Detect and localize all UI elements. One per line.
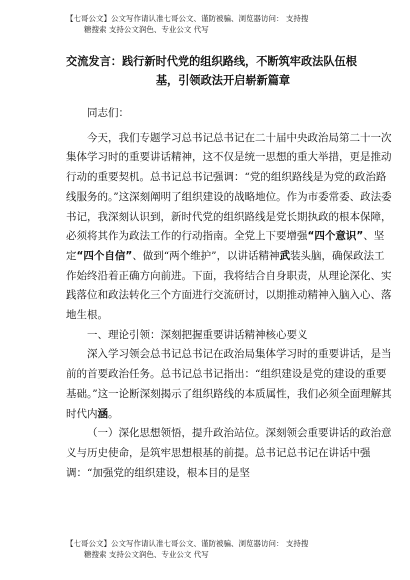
p1-bold-1: “四个意识” <box>307 230 364 243</box>
p1-text-c2: 、做到“两个维护” <box>132 249 217 262</box>
title-line-1: 交流发言：践行新时代党的组织路线，不断筑牢政法队伍根 <box>66 55 357 68</box>
p2-bold: 涵 <box>97 407 108 420</box>
header-line-1: 【七哥公文】公文写作请认准七哥公文、谨防被骗、浏览器访问： 支持搜 <box>66 14 309 23</box>
p2-text-a: 深入学习领会总书记总书记在政治局集体学习时的重要讲话，是当前的首要政治任务。总书记总书记指出：“组织建设是党的建设的重要基础。”这一论断深刻揭示了组织路线的本质属性，我们必须全面理解其时代内 <box>66 348 392 420</box>
p1-bold-2: “四个自信” <box>76 249 133 262</box>
p1-bold-3: 武 <box>279 249 291 262</box>
page-header-watermark <box>66 13 388 35</box>
footer-line-2: 糖搜索 支持公文润色、专业公文 代写 <box>84 550 209 559</box>
p1-text-a: 今天，我们专题学习总书记总书记在二十届中央政治局第二十一次集体学习时的重要讲话精神，这不仅是统一思想的重大举措，更是推动行动的重要契机。总书记总书记强调：“党的组织路线是为党的政治路线服务的。”这深刻阐明了组织建设的战略地位。作为市委常委、政法委书记，我深刻认识到，新时代党的组织路线是党长期执政的根本保障，必须将其作为政法工作的行动指南。全党上下要增强 <box>66 131 392 243</box>
header-line-2: 糖搜索 支持公文润色、专业公文 代写 <box>84 25 209 34</box>
title-line-2: 基，引领政法开启崭新篇章 <box>155 74 291 87</box>
p2-text-c: 。 <box>108 407 119 420</box>
p1-text-d: ，以讲话精神 <box>216 249 280 262</box>
section-heading-1: 一、理论引领：深刻把握重要讲话精神核心要义 <box>87 328 308 341</box>
paragraph-2 <box>66 345 392 424</box>
paragraph-3: （一）深化思想领悟，提升政治站位。深刻领会重要讲话的政治意义与历史使命，是筑牢思想根基的前提。总书记总书记在讲话中强调：“加强党的组织建设，根本目的是坚 <box>66 427 392 479</box>
p1-text-c1: 、坚定 <box>66 230 385 262</box>
page-footer-watermark <box>66 538 388 560</box>
p1-text-e: 装头脑，确保政法工作始终沿着正确方向前进。下面，我将结合自身职责，从理论深化、实践落位和政法转化三个方面进行交流研讨，以期推动精神入脑入心、落地生根。 <box>66 249 392 322</box>
footer-line-1: 【七哥公文】公文写作请认准七哥公文、谨防被骗、浏览器访问： 支持搜 <box>66 539 309 548</box>
document-body <box>66 104 392 483</box>
paragraph-1 <box>66 129 392 326</box>
document-title <box>66 52 380 90</box>
greeting: 同志们： <box>87 107 129 119</box>
